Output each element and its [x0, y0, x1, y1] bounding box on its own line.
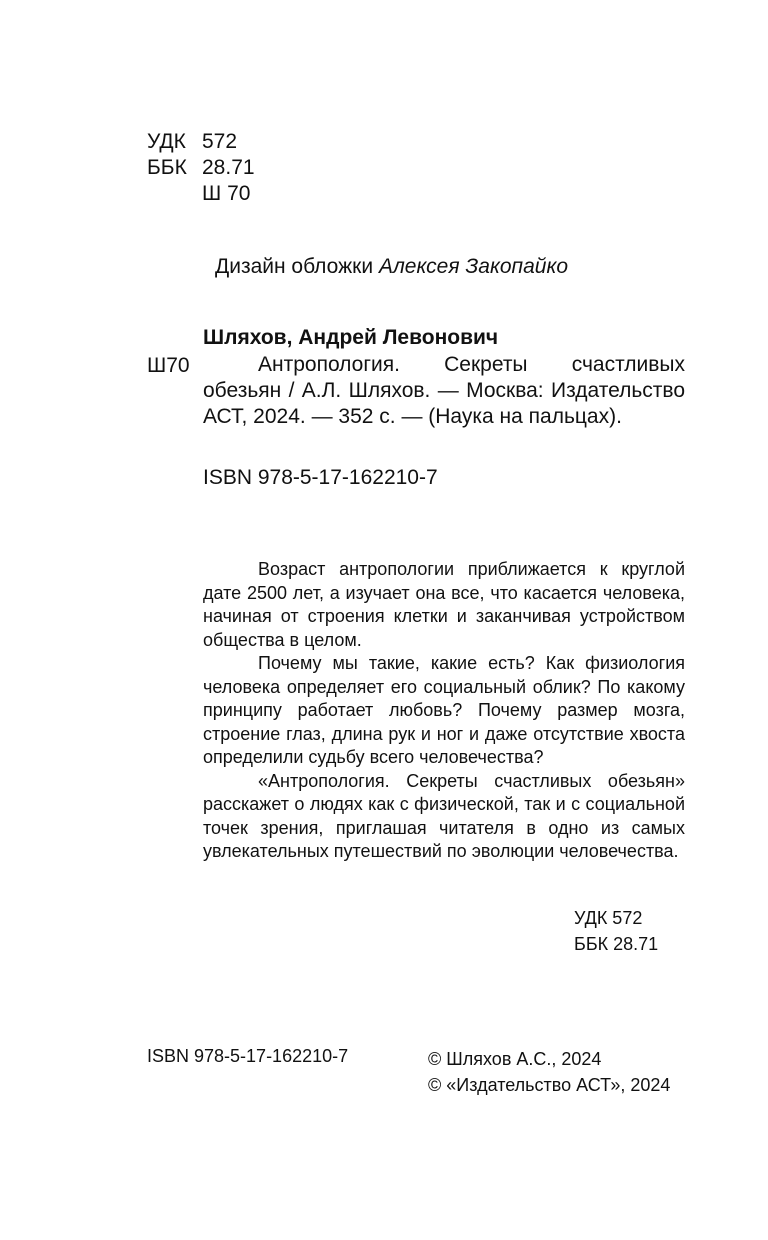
bbk-value: 28.71	[202, 156, 255, 179]
copyright-author: © Шляхов А.С., 2024	[428, 1049, 602, 1069]
annotation	[203, 558, 685, 864]
annotation-paragraph: «Антропология. Секреты счастливых обезьян» расскажет о людях как с физической, так и с социальной точек зрения, приглашая читателя в одно из самых увлекательных путешествий по эволюции человечества.	[203, 770, 685, 861]
bibliographic-description: Антропология. Секреты счастливых обезьян / А.Л. Шляхов. — Москва: Издательство АСТ, 2024. — 352 с. — (Наука на пальцах).	[203, 353, 685, 428]
cover-design-credit	[215, 255, 568, 279]
bottom-udk: УДК 572	[574, 908, 643, 928]
annotation-paragraph: Возраст антропологии приближается к круглой дате 2500 лет, а изучает она все, что касается человека, начиная от строения клетки и заканчивая устройством общества в целом.	[203, 559, 685, 650]
copyright-publisher: © «Издательство АСТ», 2024	[428, 1075, 671, 1095]
author-code: Ш70	[147, 354, 190, 377]
author-heading: Шляхов, Андрей Левонович	[203, 326, 499, 349]
bottom-bbk: ББК 28.71	[574, 934, 659, 954]
author-sign-row	[147, 182, 250, 206]
copyrights	[428, 1046, 670, 1098]
udk-row	[147, 130, 237, 154]
cover-design-label: Дизайн обложки	[215, 255, 374, 278]
cover-designer-name: Алексея Закопайко	[378, 255, 569, 278]
isbn-main: ISBN 978-5-17-162210-7	[203, 466, 438, 489]
bbk-row	[147, 156, 255, 180]
isbn-bottom: ISBN 978-5-17-162210-7	[147, 1046, 349, 1066]
bbk-label: ББК	[147, 156, 187, 179]
udk-value: 572	[202, 130, 238, 153]
annotation-paragraph: Почему мы такие, какие есть? Как физиология человека определяет его социальный облик? По какому принципу работает любовь? Почему размер мозга, строение глаз, длина рук и ног и даже отсутствие хвоста определили судьбу всего человечества?	[203, 653, 685, 767]
bottom-codes	[574, 905, 658, 957]
udk-label: УДК	[147, 130, 186, 153]
author-sign-value: Ш 70	[202, 182, 251, 205]
